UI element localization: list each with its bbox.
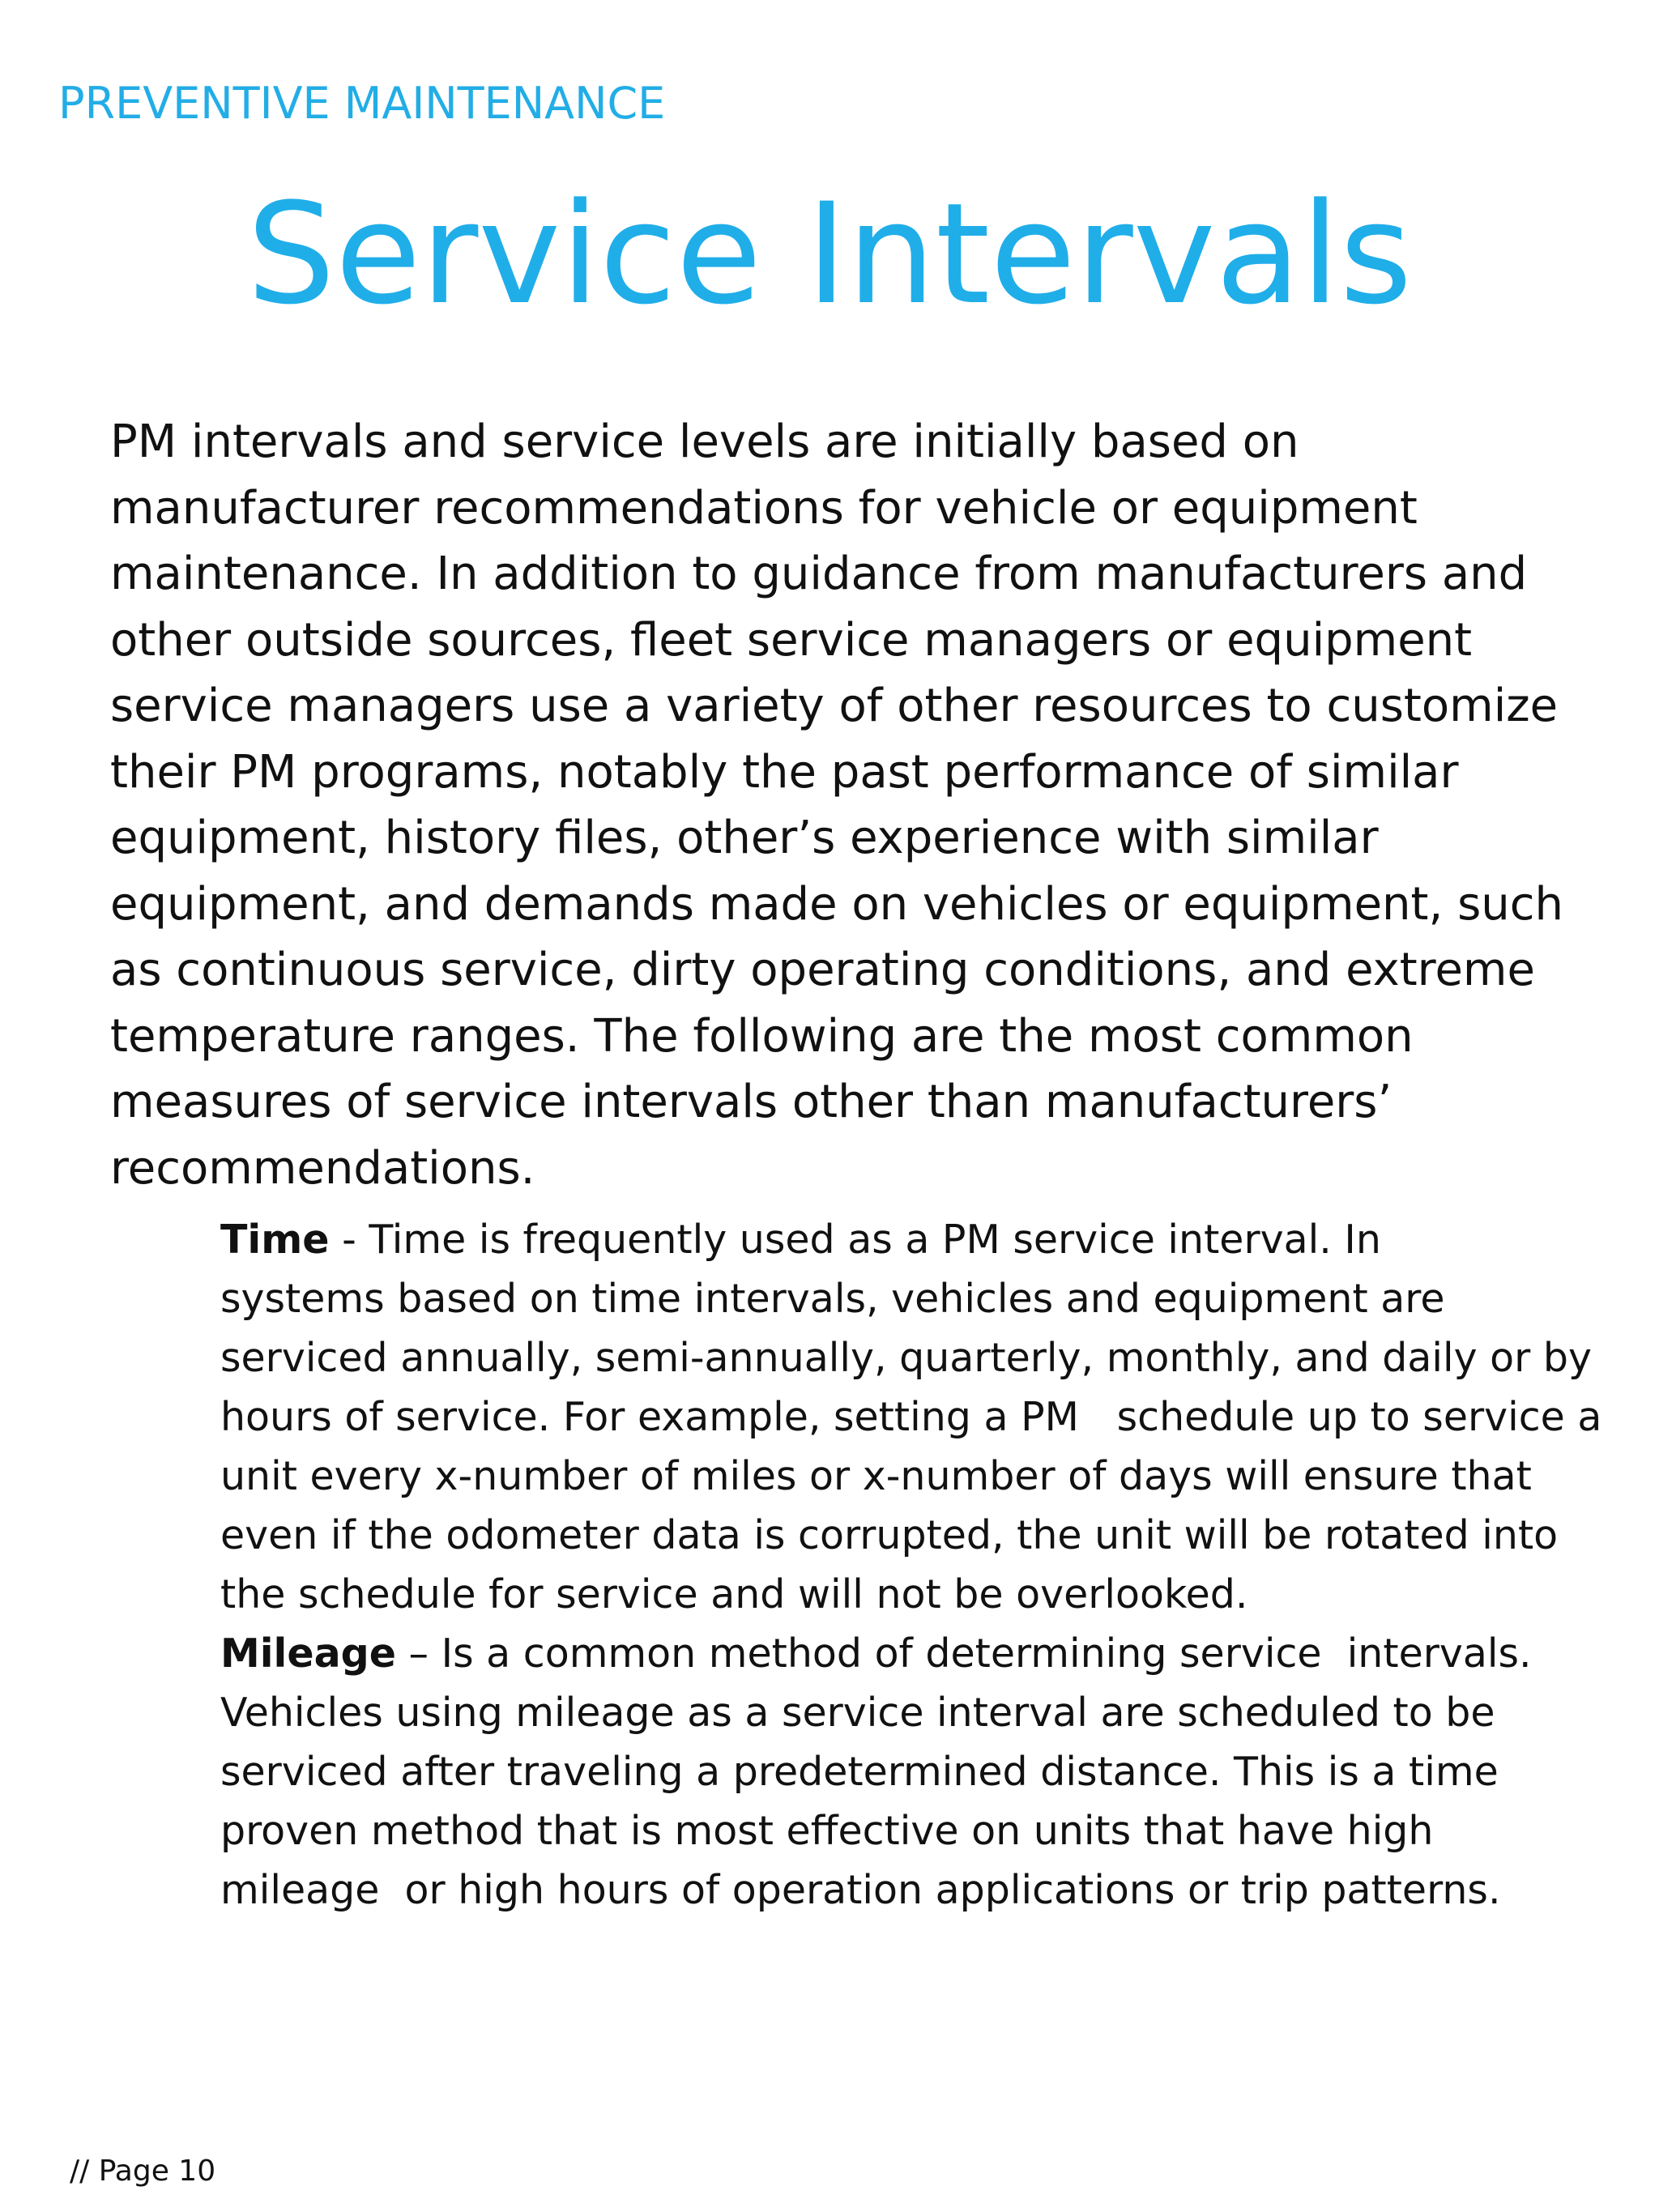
intro-line: maintenance. In addition to guidance from manufacturers and [110, 548, 1528, 600]
mileage-term: Mileage [220, 1630, 396, 1677]
intro-line: service managers use a variety of other resources to customize [110, 680, 1559, 732]
section-label: PREVENTIVE MAINTENANCE [58, 78, 666, 129]
intro-line: as continuous service, dirty operating conditions, and extreme [110, 944, 1535, 996]
mileage-item-line: mileage or high hours of operation applications or trip patterns. [220, 1867, 1501, 1913]
time-item-line: hours of service. For example, setting a PM schedule up to service a [220, 1394, 1602, 1440]
intro-line: PM intervals and service levels are initially based on [110, 416, 1299, 468]
time-item-line: systems based on time intervals, vehicles and equipment are [220, 1276, 1445, 1322]
intro-paragraph [110, 409, 1564, 1201]
time-term: Time [220, 1217, 330, 1263]
intro-line: recommendations. [110, 1141, 535, 1195]
intro-line: equipment, and demands made on vehicles or equipment, such [110, 877, 1564, 931]
time-first-line-text: - Time is frequently used as a PM service interval. In [329, 1217, 1381, 1263]
mileage-item-line: Vehicles using mileage as a service interval are scheduled to be [220, 1690, 1495, 1736]
page-number: // Page 10 [70, 2154, 216, 2188]
intro-line: manufacturer recommendations for vehicle or equipment [110, 481, 1418, 535]
mileage-item-line: proven method that is most effective on units that have high [220, 1808, 1434, 1854]
mileage-item [220, 1624, 1597, 1920]
mileage-first-line-text: – Is a common method of determining service intervals. [395, 1630, 1532, 1677]
time-item-line: unit every x-number of miles or x-number of days will ensure that [220, 1453, 1532, 1499]
time-item [220, 1210, 1602, 1624]
time-item-first-line [220, 1210, 1597, 1269]
intro-line: temperature ranges. The following are the most common [110, 1009, 1414, 1063]
mileage-item-line: serviced after traveling a predetermined distance. This is a time [220, 1749, 1499, 1795]
interval-details [220, 1210, 1602, 1920]
intro-line: other outside sources, fleet service managers or equipment [110, 613, 1473, 667]
intro-line: their PM programs, notably the past performance of similar [110, 745, 1459, 799]
mileage-item-first-line [220, 1624, 1597, 1683]
time-item-line: even if the odometer data is corrupted, the unit will be rotated into [220, 1512, 1559, 1558]
time-item-line: serviced annually, semi-annually, quarterly, monthly, and daily or by [220, 1335, 1592, 1381]
page-title: Service Intervals [246, 173, 1413, 335]
intro-line: equipment, history files, other’s experience with similar [110, 812, 1379, 864]
time-item-line: the schedule for service and will not be overlooked. [220, 1571, 1248, 1617]
intro-line: measures of service intervals other than manufacturers’ [110, 1076, 1392, 1128]
